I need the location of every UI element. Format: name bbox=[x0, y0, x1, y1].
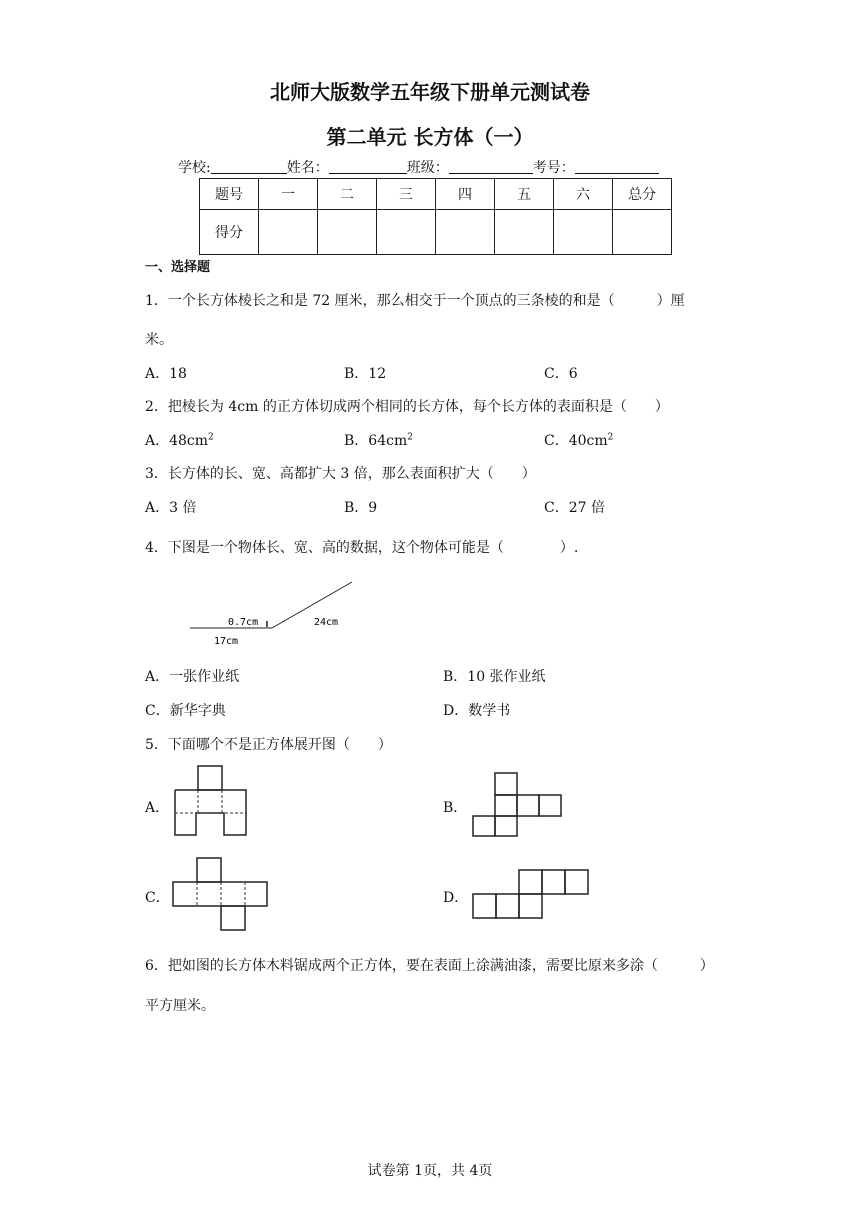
question-4: 4．下图是一个物体长、宽、高的数据，这个物体可能是（ ）. bbox=[145, 540, 579, 556]
score-table-header-cell: 六 bbox=[554, 179, 613, 210]
score-cell[interactable] bbox=[259, 210, 318, 255]
q3-option-c[interactable]: C．27 倍 bbox=[544, 500, 605, 516]
score-table-score-row bbox=[200, 210, 672, 255]
class-blank[interactable] bbox=[449, 159, 533, 174]
cube-net-d bbox=[470, 868, 592, 920]
score-table-header-cell: 五 bbox=[495, 179, 554, 210]
score-cell[interactable] bbox=[436, 210, 495, 255]
question-6-line1: 6．把如图的长方体木料锯成两个正方体，要在表面上涂满油漆，需要比原来多涂（ ） bbox=[145, 958, 714, 974]
q2-option-c[interactable] bbox=[544, 430, 613, 450]
exam-title: 北师大版数学五年级下册单元测试卷 bbox=[270, 80, 590, 104]
q4-option-a[interactable]: A．一张作业纸 bbox=[145, 669, 240, 685]
question-3: 3．长方体的长、宽、高都扩大 3 倍，那么表面积扩大（ ） bbox=[145, 466, 536, 482]
cube-net-b bbox=[470, 771, 566, 837]
school-blank[interactable] bbox=[211, 159, 287, 174]
length-label: 17cm bbox=[214, 636, 239, 647]
q2-option-c-label: C．40cm bbox=[544, 433, 608, 449]
dimension-figure bbox=[180, 576, 370, 652]
cube-net-a bbox=[170, 763, 252, 839]
q2-option-b[interactable] bbox=[344, 430, 413, 450]
page-footer: 试卷第 1页，共 4页 bbox=[367, 1163, 493, 1179]
score-cell[interactable] bbox=[318, 210, 377, 255]
section-title: 一、选择题 bbox=[145, 260, 211, 275]
score-cell[interactable] bbox=[613, 210, 672, 255]
score-cell[interactable] bbox=[377, 210, 436, 255]
score-cell[interactable] bbox=[495, 210, 554, 255]
score-label-cell: 得分 bbox=[200, 210, 259, 255]
exam-no-blank[interactable] bbox=[575, 159, 659, 174]
score-table-header-cell: 题号 bbox=[200, 179, 259, 210]
q2-option-a-sup: 2 bbox=[208, 432, 214, 443]
width-label: 24cm bbox=[314, 617, 339, 628]
q3-option-a[interactable]: A．3 倍 bbox=[145, 500, 197, 516]
q5-option-a[interactable]: A． bbox=[145, 800, 170, 816]
student-info-line bbox=[178, 157, 659, 177]
q5-option-d[interactable]: D． bbox=[443, 890, 469, 906]
q1-option-a[interactable]: A．18 bbox=[145, 366, 187, 382]
width-line bbox=[272, 582, 352, 628]
q4-option-c[interactable]: C．新华字典 bbox=[145, 703, 226, 719]
question-5: 5．下面哪个不是正方体展开图（ ） bbox=[145, 737, 392, 753]
q1-option-b[interactable]: B．12 bbox=[344, 366, 387, 382]
score-table-header-cell: 一 bbox=[259, 179, 318, 210]
question-1-line2: 米。 bbox=[145, 332, 173, 348]
height-label: 0.7cm bbox=[228, 617, 259, 628]
q2-option-b-label: B．64cm bbox=[344, 433, 408, 449]
class-label: 班级： bbox=[406, 160, 449, 176]
q2-option-c-sup: 2 bbox=[607, 432, 614, 443]
exam-no-label: 考号： bbox=[532, 160, 575, 176]
name-label: 姓名： bbox=[286, 160, 329, 176]
question-6-line2: 平方厘米。 bbox=[145, 998, 215, 1014]
score-table-header-cell: 总分 bbox=[613, 179, 672, 210]
question-2: 2．把棱长为 4cm 的正方体切成两个相同的长方体，每个长方体的表面积是（ ） bbox=[145, 399, 669, 415]
score-table-header-cell: 三 bbox=[377, 179, 436, 210]
cube-net-c bbox=[170, 856, 270, 932]
q5-option-c[interactable]: C． bbox=[145, 890, 170, 906]
q2-option-b-sup: 2 bbox=[407, 432, 413, 443]
score-table-header-row bbox=[200, 179, 672, 210]
score-table-header-cell: 二 bbox=[318, 179, 377, 210]
score-cell[interactable] bbox=[554, 210, 613, 255]
q4-option-b[interactable]: B．10 张作业纸 bbox=[443, 669, 546, 685]
q2-option-a-label: A．48cm bbox=[145, 433, 209, 449]
q1-option-c[interactable]: C．6 bbox=[544, 366, 578, 382]
q4-option-d[interactable]: D．数学书 bbox=[443, 703, 511, 719]
unit-subtitle: 第二单元 长方体（一） bbox=[326, 125, 534, 149]
name-blank[interactable] bbox=[329, 159, 407, 174]
q3-option-b[interactable]: B．9 bbox=[344, 500, 378, 516]
score-table bbox=[199, 178, 672, 255]
q2-option-a[interactable] bbox=[145, 430, 214, 450]
question-1-line1: 1．一个长方体棱长之和是 72 厘米，那么相交于一个顶点的三条棱的和是（ ）厘 bbox=[145, 293, 685, 309]
q5-option-b[interactable]: B． bbox=[443, 800, 468, 816]
score-table-header-cell: 四 bbox=[436, 179, 495, 210]
school-label: 学校: bbox=[178, 160, 211, 176]
